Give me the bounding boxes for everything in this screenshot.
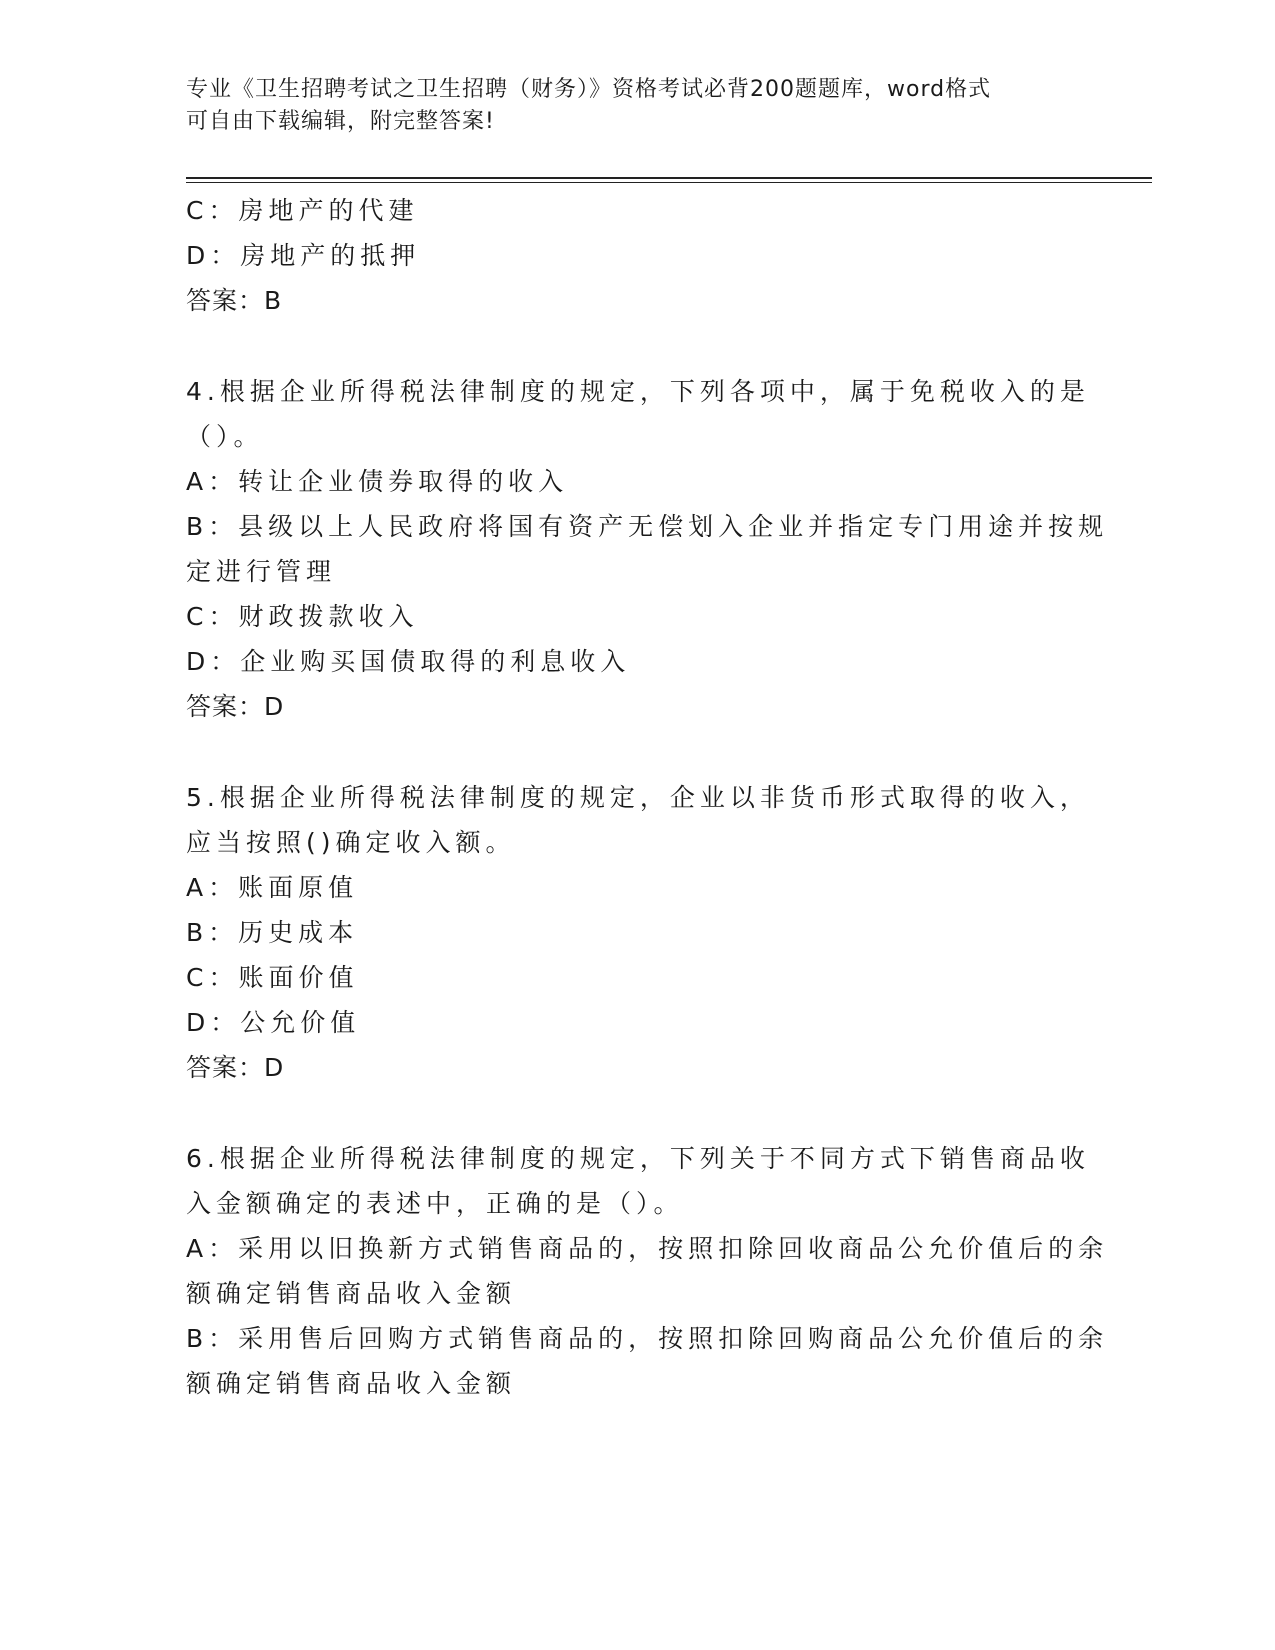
header-divider-thin	[186, 182, 1152, 183]
question-stem: 5.根据企业所得税法律制度的规定，企业以非货币形式取得的收入，	[186, 783, 1090, 812]
option-d: D：企业购买国债取得的利息收入	[186, 647, 631, 676]
option-d: D：公允价值	[186, 1008, 361, 1037]
option-a: A：采用以旧换新方式销售商品的，按照扣除回收商品公允价值后的余	[186, 1234, 1109, 1263]
header-divider-thick	[186, 177, 1152, 179]
answer: 答案：D	[186, 692, 285, 721]
question-stem: 4.根据企业所得税法律制度的规定，下列各项中，属于免税收入的是	[186, 377, 1090, 406]
question-3-continued	[186, 188, 1086, 323]
question-spacer	[186, 323, 1086, 369]
option-a: A：账面原值	[186, 873, 359, 902]
answer: 答案：B	[186, 286, 283, 315]
option-a-continued: 额确定销售商品收入金额	[186, 1279, 517, 1308]
option-a: A：转让企业债券取得的收入	[186, 467, 569, 496]
document-header	[186, 74, 1066, 138]
question-spacer	[186, 1090, 1086, 1136]
question-list	[186, 188, 1109, 1406]
option-d: D：房地产的抵押	[186, 241, 421, 270]
option-c: C：房地产的代建	[186, 196, 419, 225]
answer: 答案：D	[186, 1053, 285, 1082]
header-title-line-2: 可自由下载编辑，附完整答案!	[186, 109, 495, 134]
option-c: C：财政拨款收入	[186, 602, 419, 631]
question-4	[186, 369, 1109, 729]
question-stem-continued: （）。	[186, 422, 264, 451]
question-6	[186, 1136, 1109, 1406]
option-c: C：账面价值	[186, 963, 359, 992]
question-stem-continued: 入金额确定的表述中，正确的是（）。	[186, 1189, 684, 1218]
option-b: B：历史成本	[186, 918, 359, 947]
option-b: B：县级以上人民政府将国有资产无偿划入企业并指定专门用途并按规	[186, 512, 1109, 541]
option-b-continued: 定进行管理	[186, 557, 337, 586]
question-stem: 6.根据企业所得税法律制度的规定，下列关于不同方式下销售商品收	[186, 1144, 1090, 1173]
option-b: B：采用售后回购方式销售商品的，按照扣除回购商品公允价值后的余	[186, 1324, 1109, 1353]
question-stem-continued: 应当按照()确定收入额。	[186, 828, 516, 857]
question-spacer	[186, 729, 1086, 775]
header-title-line-1: 专业《卫生招聘考试之卫生招聘（财务）》资格考试必背200题题库，word格式	[186, 77, 992, 102]
option-b-continued: 额确定销售商品收入金额	[186, 1369, 517, 1398]
question-5	[186, 775, 1090, 1090]
